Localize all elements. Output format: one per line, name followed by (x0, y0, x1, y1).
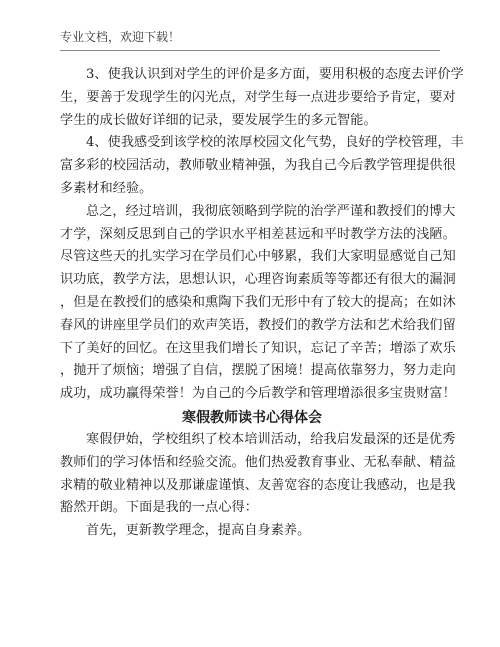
paragraph-line: 寒假伊始，学校组织了校本培训活动，给我启发最深的还是优秀 (86, 431, 456, 447)
paragraph-line: ，抛开了烦恼；增强了自信，摆脱了困境！提高依靠努力，努力走向 (60, 363, 456, 379)
paragraph-line: 生，要善于发现学生的闪光点，对学生每一点进步要给予肯定，要对 (60, 89, 456, 105)
document-body (60, 64, 464, 543)
paragraph (60, 429, 456, 520)
paragraph-line: 富多彩的校园活动，教师敬业精神强，为我自己今后教学管理提供很 (60, 158, 456, 174)
paragraph-line: 豁然开朗。下面是我的一点心得： (60, 500, 258, 516)
paragraph-line: ，但是在教授们的感染和熏陶下我们无形中有了较大的提高；在如沐 (60, 294, 456, 310)
paragraph-group-a (60, 64, 464, 406)
paragraph-line: 才学，深刻反思到自己的学识水平相差甚远和平时教学方法的浅陋。 (60, 226, 456, 242)
paragraph-group-b (60, 429, 456, 543)
header-divider (60, 50, 440, 51)
paragraph-line: 4、使我感受到该学校的浓厚校园文化气势，良好的学校管理，丰 (86, 135, 464, 151)
paragraph-line: 求精的敬业精神以及那谦虚谨慎、友善宽容的态度让我感动，也是我 (60, 477, 456, 493)
paragraph-line: 尽管这些天的扎实学习在学员们心中够累，我们大家明显感觉自己知 (60, 249, 456, 265)
paragraph (60, 64, 464, 132)
section-title: 寒假教师读书心得体会 (182, 409, 322, 426)
paragraph-line: 学生的成长做好详细的记录，要发展学生的多元智能。 (60, 112, 377, 128)
paragraph-line: 3、使我认识到对学生的评价是多方面，要用积极的态度去评价学 (86, 67, 464, 82)
paragraph-line: 识功底，教学方法，思想认识，心理咨询素质等等都还有很大的漏洞 (60, 272, 456, 288)
paragraph-line: 教师们的学习体悟和经验交流。他们热爱教育事业、无私奉献、精益 (60, 454, 456, 470)
page-header: 专业文档，欢迎下载！ (60, 30, 181, 44)
paragraph-line: 总之，经过培训，我彻底领略到学院的治学严谨和教授们的博大 (86, 203, 456, 219)
paragraph-line: 成功，成功赢得荣誉！为自己的今后教学和管理增添很多宝贵财富！ (60, 386, 456, 402)
paragraph (60, 132, 464, 200)
paragraph-line: 首先，更新教学理念，提高自身素养。 (86, 523, 311, 539)
paragraph (60, 520, 444, 543)
paragraph-line: 下了美好的回忆。在这里我们增长了知识，忘记了辛苦；增添了欢乐 (60, 340, 456, 356)
paragraph-line: 春风的讲座里学员们的欢声笑语，教授们的教学方法和艺术给我们留 (60, 317, 456, 333)
paragraph (60, 201, 456, 406)
paragraph-line: 多素材和经验。 (60, 180, 153, 196)
